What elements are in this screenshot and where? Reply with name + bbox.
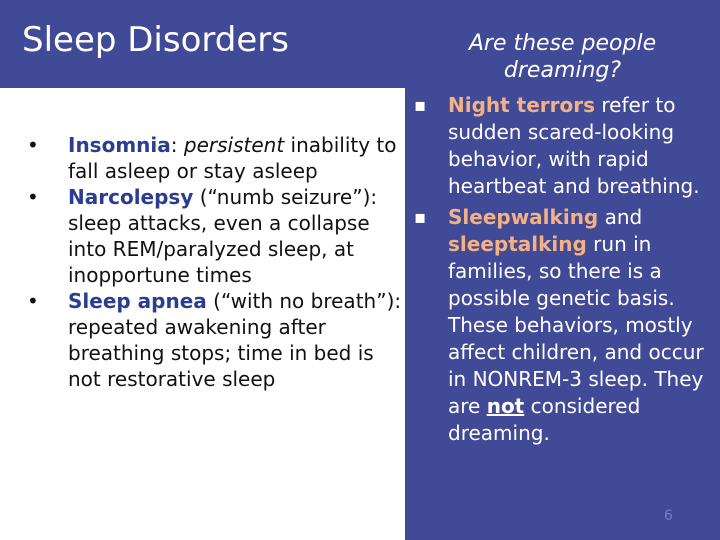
bullet-narcolepsy <box>24 184 404 288</box>
term-sleepwalking: Sleepwalking <box>448 205 599 229</box>
term-insomnia: Insomnia <box>68 133 171 157</box>
term-night-terrors: Night terrors <box>448 93 596 117</box>
tail-text: These behaviors, mostly affect children, and occur in NONREM-3 sleep. They are <box>448 313 704 418</box>
right-bullet-list <box>410 92 720 447</box>
question-line-2: dreaming? <box>503 58 622 83</box>
separator: : <box>170 133 184 157</box>
sleepwalking-text: run in families, so there is a possible genetic basis. <box>448 232 675 310</box>
square-bullet-icon: ▪ <box>414 95 427 116</box>
square-bullet-icon: ▪ <box>414 207 427 228</box>
bullet-dot-icon: • <box>27 133 39 157</box>
term-sleep-apnea: Sleep apnea <box>68 289 207 313</box>
left-bullet-list <box>24 132 404 392</box>
and-text: and <box>598 205 643 229</box>
bullet-sleep-apnea <box>24 288 404 392</box>
tail-end-text: considered dreaming. <box>448 394 641 445</box>
tail-paragraph <box>410 312 720 447</box>
bullet-sleepwalking <box>410 204 720 312</box>
sleep-apnea-text: (“with no breath”): repeated awakening after breathing stops; time in bed is not restorative sleep <box>68 289 402 391</box>
term-narcolepsy: Narcolepsy <box>68 185 194 209</box>
emphasis-not: not <box>486 394 525 418</box>
page-title: Sleep Disorders <box>22 20 289 60</box>
insomnia-text: inability to fall asleep or stay asleep <box>68 133 397 183</box>
narcolepsy-text: (“numb seizure”): sleep attacks, even a collapse into REM/paralyzed sleep, at inopportune times <box>68 185 378 287</box>
bullet-insomnia <box>24 132 404 184</box>
bullet-dot-icon: • <box>27 185 39 209</box>
emphasis-persistent: persistent <box>183 133 285 157</box>
page-number: 6 <box>664 508 673 524</box>
term-sleeptalking: sleeptalking <box>448 232 587 256</box>
question-line-1: Are these people <box>468 31 657 56</box>
bullet-dot-icon: • <box>27 289 39 313</box>
bullet-night-terrors <box>410 92 720 200</box>
night-terrors-text: refer to sudden scared-looking behavior, with rapid heartbeat and breathing. <box>448 93 700 198</box>
